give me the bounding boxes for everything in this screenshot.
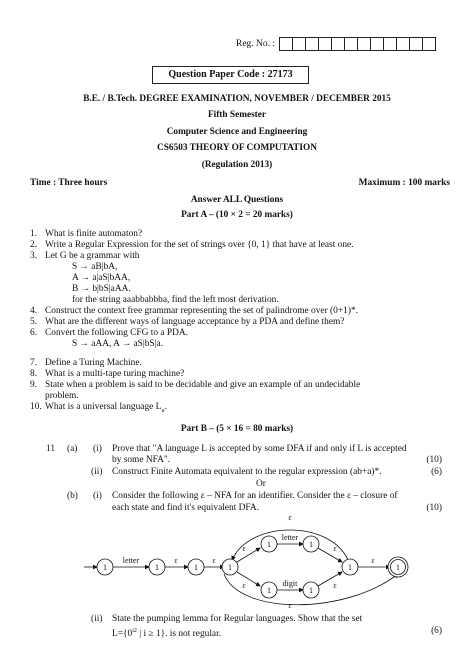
part-b-title: Part B – (5 × 16 = 80 marks) bbox=[180, 424, 294, 434]
question-9: 9. State when a problem is said to be decidable and give an example of an undecidable bbox=[30, 380, 361, 390]
q3-rule-3: B → b|bS|aAA. bbox=[72, 284, 131, 294]
label-eps-2: ε bbox=[212, 556, 216, 565]
svg-text:1: 1 bbox=[309, 540, 313, 549]
label-eps-5: ε bbox=[333, 544, 337, 553]
q3-tail: for the string aaabbabbba, find the left most derivation. bbox=[72, 295, 279, 305]
reg-no-box bbox=[280, 38, 293, 50]
question-paper-code: Question Paper Code : 27173 bbox=[152, 66, 309, 84]
part-a-title: Part A – (10 × 2 = 20 marks) bbox=[181, 210, 293, 220]
q3-rule-1: S → aB|bA, bbox=[72, 262, 118, 272]
q11a-i-label: (i) bbox=[93, 444, 102, 454]
question-4: 4. Construct the context free grammar representing the set of palindrome over (0+1)*. bbox=[30, 306, 358, 316]
reg-no-box bbox=[319, 38, 332, 50]
reg-no-box bbox=[384, 38, 397, 50]
q3-rule-2: A → a|aS|bAA, bbox=[72, 273, 131, 283]
reg-no-boxes bbox=[279, 37, 436, 51]
edge-eps-join-top bbox=[318, 548, 342, 562]
q11b-ii-line2: $L=\{0^{i2}$ | i ≥ 1}. is not regular. (6) bbox=[112, 626, 442, 640]
reg-no-box bbox=[306, 38, 319, 50]
max-marks: Maximum : 100 marks bbox=[358, 178, 450, 188]
q11b-ii-marks: (6) bbox=[431, 626, 442, 636]
exam-title: B.E. / B.Tech. DEGREE EXAMINATION, NOVEMBER / DECEMBER 2015 bbox=[83, 94, 391, 104]
reg-no-box bbox=[410, 38, 423, 50]
q11b-ii-line1: State the pumping lemma for Regular languages. Show that the set bbox=[112, 614, 363, 624]
q11b-i-marks: (10) bbox=[426, 503, 442, 513]
svg-text:1: 1 bbox=[103, 563, 107, 572]
time: Time : Three hours bbox=[30, 178, 108, 188]
question-8: 8. What is a multi-tape turing machine? bbox=[30, 369, 185, 379]
reg-no-box bbox=[358, 38, 371, 50]
label-letter: letter bbox=[122, 556, 140, 565]
label-eps-loop: ε bbox=[288, 513, 292, 522]
epsilon-nfa-diagram bbox=[0, 510, 474, 610]
q11a-i-marks: (10) bbox=[426, 455, 442, 465]
svg-text:1: 1 bbox=[228, 563, 232, 572]
q11a-ii: Construct Finite Automata equivalent to the regular expression (ab+a)*. (6) bbox=[112, 467, 442, 477]
label-eps-1: ε bbox=[174, 556, 178, 565]
question-3: 3. Let G be a grammar with bbox=[30, 251, 140, 261]
edge-eps-down bbox=[237, 572, 260, 586]
reg-no-box bbox=[332, 38, 345, 50]
question-5: 5. What are the different ways of language acceptance by a PDA and define them? bbox=[30, 317, 345, 327]
q11b-ii-label: (ii) bbox=[91, 614, 103, 624]
reg-no-box bbox=[397, 38, 410, 50]
q11a-ii-label: (ii) bbox=[91, 467, 103, 477]
regulation: (Regulation 2013) bbox=[201, 160, 273, 170]
reg-no-box bbox=[423, 38, 435, 50]
edge-eps-up bbox=[237, 548, 260, 562]
course: CS6503 THEORY OF COMPUTATION bbox=[157, 143, 317, 153]
question-1: 1. What is finite automaton? bbox=[30, 229, 143, 239]
question-2: 2. Write a Regular Expression for the set of strings over {0, 1} that have at least one. bbox=[30, 240, 354, 250]
q11a-label: (a) bbox=[67, 444, 78, 454]
label-eps-bypass: ε bbox=[288, 601, 292, 610]
question-6: 6. Convert the following CFG to a PDA. bbox=[30, 328, 188, 338]
reg-no-box bbox=[371, 38, 384, 50]
q11b-i-line2: each state and find it's equivalent DFA. (10) bbox=[112, 503, 442, 513]
q11a-ii-marks: (6) bbox=[431, 467, 442, 477]
question-9-cont: problem. bbox=[45, 391, 79, 401]
q11-number: 11 bbox=[46, 444, 56, 454]
q6-rule: S → aAA, A → aS|bS|a. bbox=[72, 339, 163, 349]
reg-no bbox=[236, 37, 436, 51]
label-eps-7: ε bbox=[371, 556, 375, 565]
label-eps-4: ε bbox=[242, 581, 246, 590]
svg-text:1: 1 bbox=[267, 586, 271, 595]
label-letter-top: letter bbox=[281, 533, 299, 542]
edge-eps-join-bottom bbox=[318, 572, 342, 586]
semester: Fifth Semester bbox=[207, 110, 267, 120]
time-marks-row bbox=[30, 178, 450, 188]
reg-no-box bbox=[345, 38, 358, 50]
q11b-i-label: (i) bbox=[93, 491, 102, 501]
svg-text:1: 1 bbox=[267, 540, 271, 549]
svg-text:1: 1 bbox=[309, 586, 313, 595]
reg-no-label: Reg. No. : bbox=[236, 39, 276, 49]
reg-no-box bbox=[293, 38, 306, 50]
label-digit: digit bbox=[282, 579, 298, 588]
label-eps-3: ε bbox=[242, 544, 246, 553]
or-separator: Or bbox=[256, 479, 266, 489]
q11a-i-line1: Prove that "A language L is accepted by some DFA if and only if L is accepted bbox=[112, 444, 407, 454]
svg-text:1: 1 bbox=[348, 563, 352, 572]
q11a-i-line2: by some NFA". (10) bbox=[112, 455, 442, 465]
department: Computer Science and Engineering bbox=[166, 127, 308, 137]
svg-text:1: 1 bbox=[194, 563, 198, 572]
svg-text:1: 1 bbox=[396, 563, 400, 572]
q11b-i-line1: Consider the following ε – NFA for an identifier. Consider the ε – closure of bbox=[112, 491, 398, 501]
question-7: 7. Define a Turing Machine. bbox=[30, 358, 142, 368]
svg-text:1: 1 bbox=[155, 563, 159, 572]
q11b-label: (b) bbox=[67, 491, 78, 501]
question-10: 10. What is a universal language $L_u$. bbox=[30, 402, 167, 414]
label-eps-6: ε bbox=[333, 581, 337, 590]
instruction: Answer ALL Questions bbox=[190, 195, 284, 205]
